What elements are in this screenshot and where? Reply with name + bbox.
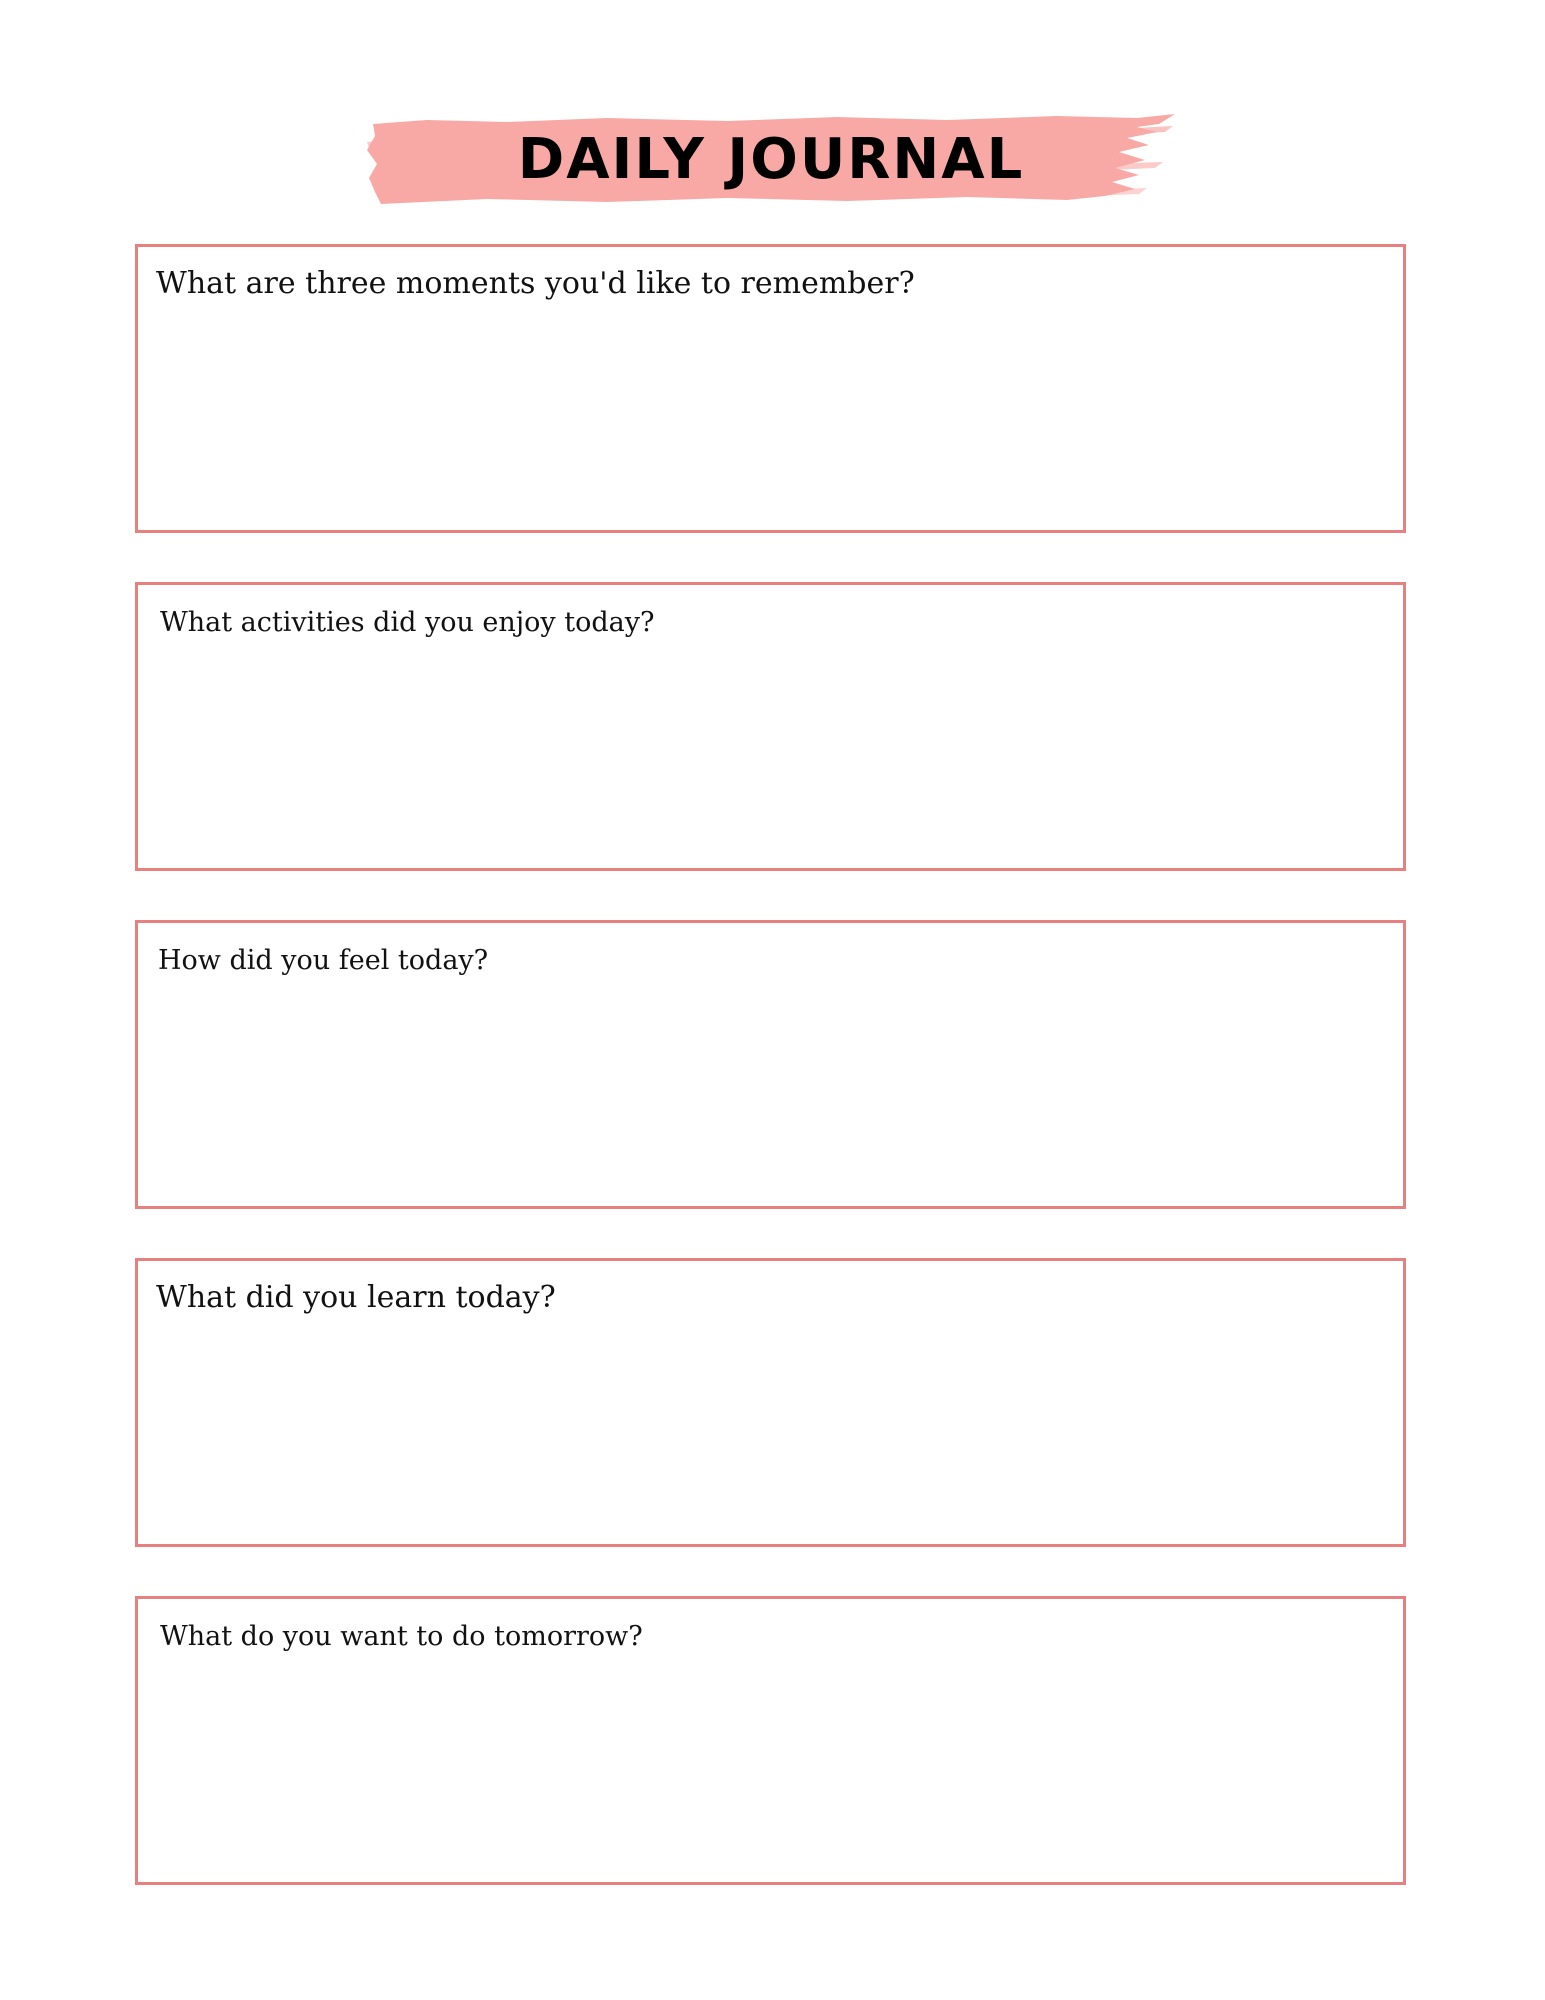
answer-area-feelings[interactable] (156, 993, 1385, 1188)
prompt-tomorrow: What do you want to do tomorrow? (160, 1621, 643, 1652)
answer-area-moments[interactable] (156, 317, 1385, 512)
journal-box-tomorrow (135, 1596, 1406, 1885)
answer-area-learned[interactable] (156, 1331, 1385, 1526)
journal-box-feelings (135, 920, 1406, 1209)
prompt-learned: What did you learn today? (156, 1280, 556, 1315)
page-title: DAILY JOURNAL (517, 126, 1025, 192)
prompt-moments: What are three moments you'd like to remember? (156, 266, 915, 301)
journal-box-moments (135, 244, 1406, 533)
journal-box-activities (135, 582, 1406, 871)
title-banner (367, 112, 1175, 206)
prompt-activities: What activities did you enjoy today? (160, 607, 655, 638)
prompt-feelings: How did you feel today? (158, 945, 489, 976)
journal-box-learned (135, 1258, 1406, 1547)
answer-area-activities[interactable] (156, 655, 1385, 850)
answer-area-tomorrow[interactable] (156, 1669, 1385, 1864)
